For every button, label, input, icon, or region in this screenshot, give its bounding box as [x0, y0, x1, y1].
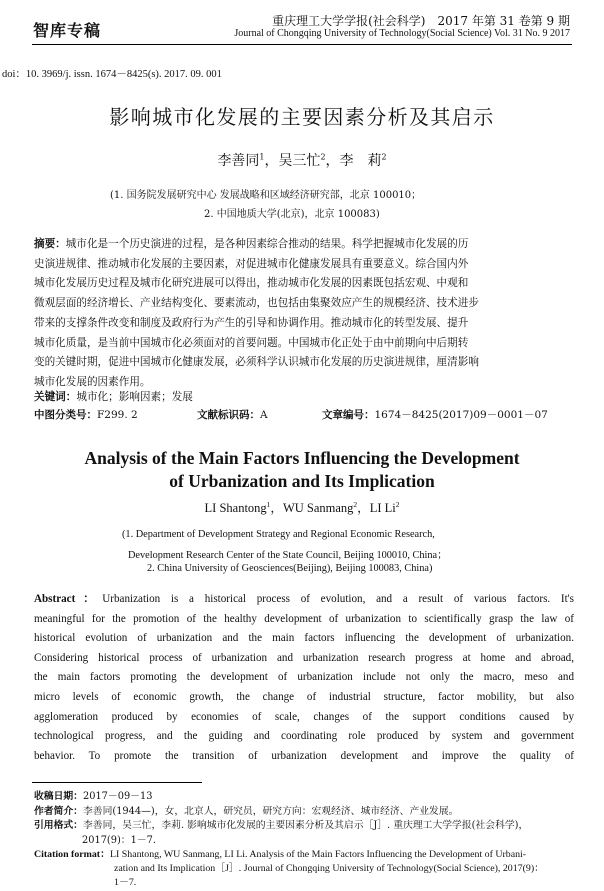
affiliation-en-1: (1. Department of Development Strategy and Regional Economic Research, — [122, 529, 435, 540]
abstract-cn — [34, 235, 574, 393]
keywords-label: 关键词： — [34, 391, 77, 403]
abstract-label: 摘要： — [34, 238, 66, 250]
abstract-line: 变的关键时期，促进中国城市化健康发展，必须科学认识城市化发展的历史演进规律，厘清影响 — [34, 356, 479, 369]
author-name: LI Li — [369, 501, 396, 515]
authors-cn: 李善同$^1$，吴三忙$^2$，李 莉$^2$ — [217, 152, 387, 169]
author-sup: 2 — [320, 152, 326, 162]
affiliation-cn-1: (1. 国务院发展研究中心 发展战略和区域经济研究部，北京 100010； — [110, 190, 422, 201]
abstract-line: 城市化质量，是当前中国城市化必须面对的首要问题。中国城市化正处于由中前期向中后期转 — [34, 336, 469, 349]
keywords-cn — [34, 388, 574, 408]
author-sup: 2 — [395, 499, 400, 509]
citation-cn-cont: 2017(9)：1－7. — [82, 834, 156, 846]
abstract-line: 城市化发展的因素作用。 — [34, 375, 151, 388]
abstract-line: meaningful for the promotion of the healthy development of urbanization to scientifically grasp the law of — [34, 612, 574, 625]
abstract-label: Abstract： — [34, 593, 103, 605]
abstract-line: Abstract：Urbanization is a historical process of evolution, and a result of various factors. It's — [34, 593, 574, 605]
journal-name-cn: 重庆理工大学学报(社会科学) 2017 年第 31 卷第 9 期 — [272, 14, 570, 28]
abstract-line: technological progress, and the guiding and coordinating role produced by system and government — [34, 730, 574, 743]
affiliation-en-3: 2. China University of Geosciences(Beijing), Beijing 100083, China) — [147, 563, 433, 574]
affiliation-cn-2: 2. 中国地质大学(北京)，北京 100083) — [204, 209, 380, 220]
section-tab: 智库专稿 — [33, 21, 102, 40]
article-number: 文章编号：1674－8425(2017)09－0001－07 — [322, 409, 548, 421]
author-name: 李善同 — [217, 153, 260, 169]
journal-name-en: Journal of Chongqing University of Technology(Social Science) Vol. 31 No. 9 2017 — [234, 28, 570, 39]
abstract-line: 史演进规律、推动城市化发展的主要因素，对促进城市化健康发展具有重要意义。综合国内外 — [34, 257, 469, 270]
abstract-line: 带来的支撑条件改变和制度及政府行为产生的引导和协调作用。推动城市化的转型发展、提升 — [34, 316, 469, 329]
footnote-rule — [32, 782, 202, 783]
author-bio: 作者简介：李善同(1944—)，女，北京人，研究员，研究方向：宏观经济、城市经济、产业发展。 — [34, 805, 459, 817]
author-sup: 2 — [353, 499, 358, 509]
abstract-line: 城市化发展历史过程及城市化研究进展可以得出，推动城市化发展的因素既包括宏观、中观和 — [34, 277, 469, 290]
abstract-line: historical evolution of urbanization and the main factors influencing the development of urbanization. — [34, 632, 574, 645]
abstract-line: Considering historical process of urbanization and urbanization research progress at home and abroad, — [34, 651, 574, 664]
header-rule — [32, 44, 572, 45]
abstract-line: 摘要：城市化是一个历史演进的过程，是各种因素综合推动的结果。科学把握城市化发展的历 — [34, 238, 469, 250]
clc-number: 中图分类号：F299. 2 — [34, 409, 138, 421]
abstract-line: behavior. To promote the transition of urbanization development and improve the quality of — [34, 749, 574, 762]
citation-en: Citation format：LI Shantong, WU Sanmang, LI Li. Analysis of the Main Factors Influencing the Development of Urbani- zation and Its Implication［J］. Journal of Chongqing University of Technology(Social Science), 2017(9)： 1－7. — [34, 849, 544, 889]
document-code: 文献标识码：A — [197, 409, 268, 421]
title-en: Analysis of the Main Factors Influencing the Development of Urbanization and Its Implication — [84, 448, 520, 491]
keywords-text: 城市化；影响因素；发展 — [76, 391, 193, 403]
author-name: WU Sanmang — [282, 501, 354, 515]
author-sup: 1 — [266, 499, 271, 509]
received-date: 收稿日期：2017－09－13 — [34, 791, 153, 802]
abstract-line: 微观层面的经济增长、产业结构变化、要素流动，也包括由集聚效应产生的规模经济、技术进步 — [34, 297, 479, 310]
author-name: 吴三忙 — [278, 153, 321, 169]
abstract-line: agglomeration produced by economies of scale, changes of the support conditions caused by — [34, 710, 574, 723]
doi: doi：10. 3969/j. issn. 1674－8425(s). 2017. 09. 001 — [2, 69, 222, 80]
authors-en: LI Shantong$^1$，WU Sanmang$^2$，LI Li$^2$ — [204, 499, 400, 515]
footnotes-cn — [34, 790, 574, 848]
author-name: LI Shantong — [204, 501, 267, 515]
title-cn: 影响城市化发展的主要因素分析及其启示 — [109, 105, 495, 129]
citation-cn: 引用格式：李善同，吴三忙，李莉. 影响城市化发展的主要因素分析及其启示［J］. 重庆理工大学学报(社会科学)， — [34, 820, 529, 832]
abstract-en — [34, 590, 574, 766]
author-name: 李 莉 — [339, 153, 382, 169]
author-sup: 1 — [259, 152, 265, 162]
author-sup: 2 — [381, 152, 387, 162]
abstract-line: the main factors promoting the development of urbanization include not only the macro, meso and — [34, 671, 574, 684]
abstract-line: micro levels of economic growth, the change of industrial structure, factor mobility, but also — [34, 690, 574, 703]
citation-en-label: Citation format： — [34, 849, 110, 860]
affiliation-en-2: Development Research Center of the State Council, Beijing 100010, China； — [128, 550, 448, 561]
